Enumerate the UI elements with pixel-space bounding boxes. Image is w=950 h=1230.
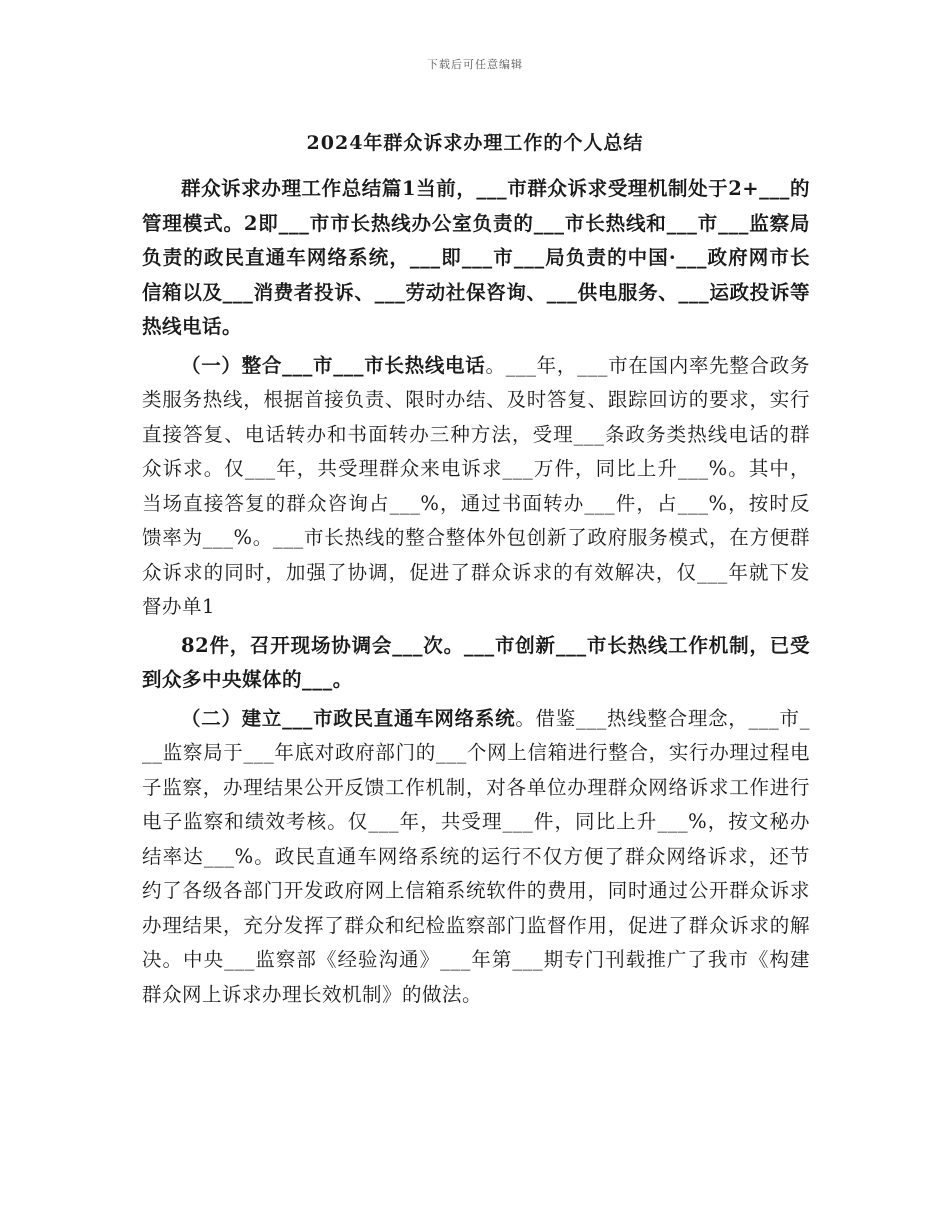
paragraph-section-1-continued: 82件，召开现场协调会___次。___市创新___市长热线工作机制，已受到众多中央媒体的___。 (142, 633, 810, 691)
section-2-heading: （二）建立___市政民直通车网络系统 (181, 706, 516, 730)
section-1-body: 。___年，___市在国内率先整合政务类服务热线，根据首接负责、限时办结、及时答复、跟踪回访的要求，实行直接答复、电话转办和书面转办三种方法，受理___条政务类热线电话的群众诉求。仅___年，共受理群众来电诉求___万件，同比上升___%。其中，当场直接答复的群众咨询占___%，通过书面转办___件，占___%，按时反馈率为___%。___市长热线的整合整体外包创新了政府服务模式，在方便群众诉求的同时，加强了协调，促进了群众诉求的有效解决，仅___年就下发督办单1 (142, 353, 810, 618)
header-note: 下载后可任意编辑 (427, 58, 523, 71)
paragraph-section-1 (142, 349, 810, 625)
section-1-heading: （一）整合___市___市长热线电话 (181, 353, 486, 377)
paragraph-section-2 (142, 702, 810, 1013)
section-2-body: 。借鉴___热线整合理念，___市___监察局于___年底对政府部门的___个网上信箱进行整合，实行办理过程电子监察，办理结果公开反馈工作机制，对各单位办理群众网络诉求工作进行电子监察和绩效考核。仅___年，共受理___件，同比上升___%，按文秘办结率达___%。政民直通车网络系统的运行不仅方便了群众网络诉求，还节约了各级各部门开发政府网上信箱系统软件的费用，同时通过公开群众诉求办理结果，充分发挥了群众和纪检监察部门监督作用，促进了群众诉求的解决。中央___监察部《经验沟通》___年第___期专门刊载推广了我市《构建群众网上诉求办理长效机制》的做法。 (142, 706, 810, 1006)
document-body (142, 172, 810, 1012)
paragraph-intro: 群众诉求办理工作总结篇1当前，___市群众诉求受理机制处于2+___的管理模式。2即___市市长热线办公室负责的___市长热线和___市___监察局负责的政民直通车网络系统，___即___市___局负责的中国·___政府网市长信箱以及___消费者投诉、___劳动社保咨询、___供电服务、___运政投诉等热线电话。 (142, 177, 810, 338)
document-title: 2024年群众诉求办理工作的个人总结 (306, 132, 644, 154)
